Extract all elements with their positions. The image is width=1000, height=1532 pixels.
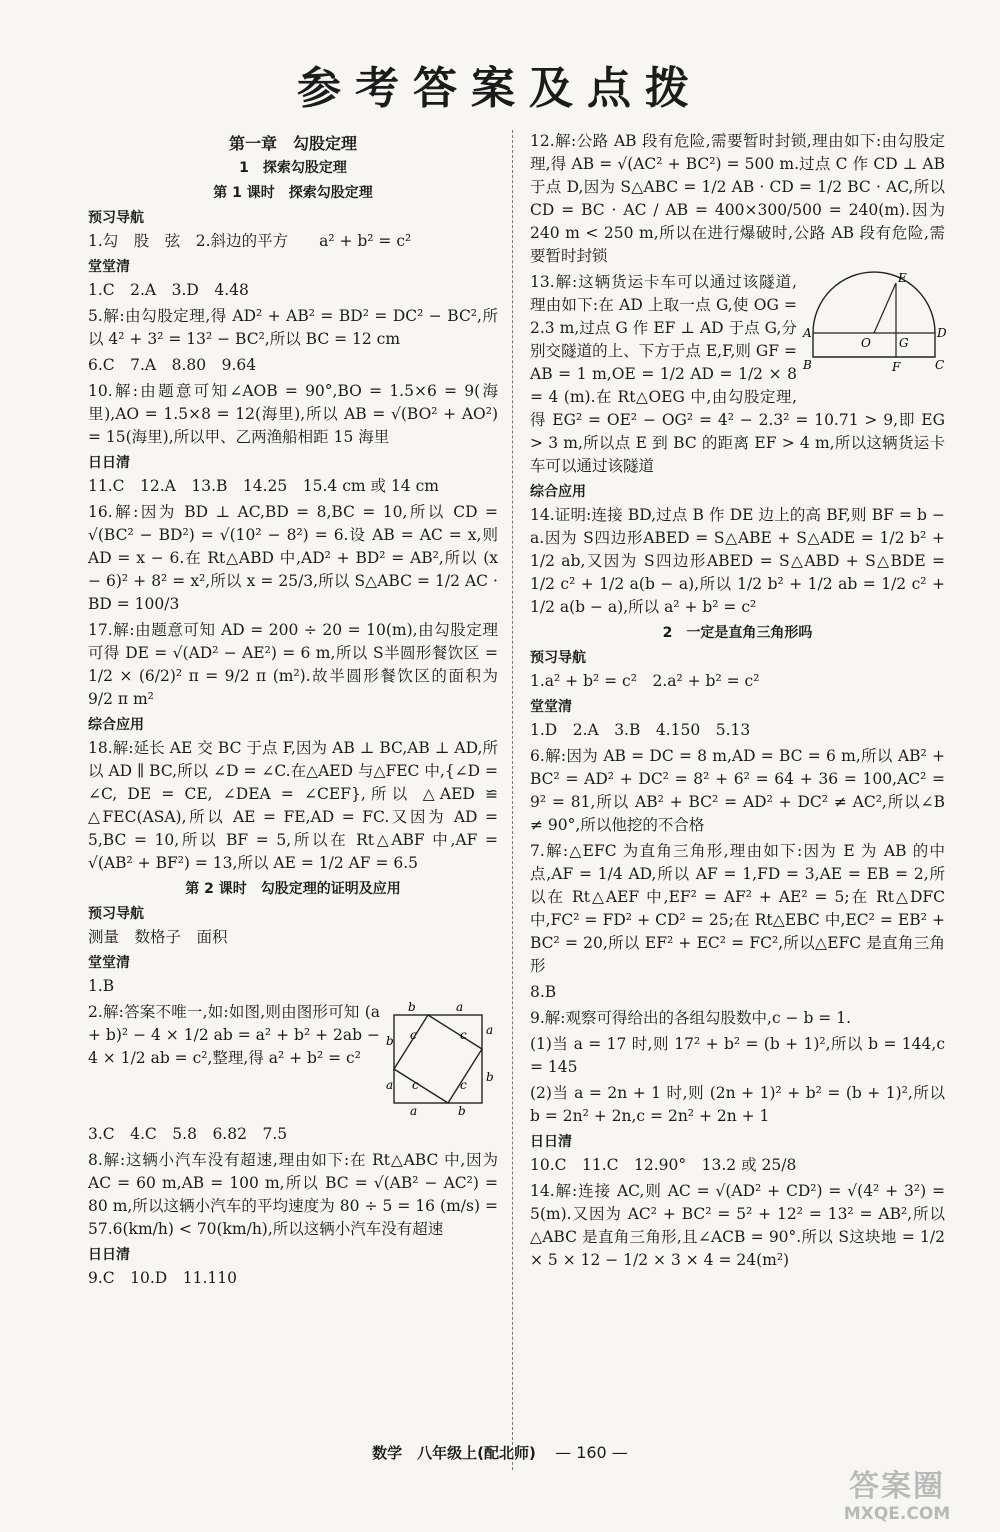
left-column xyxy=(88,130,498,1293)
section-label: 预习导航 xyxy=(530,650,586,666)
right-column xyxy=(530,130,945,1275)
lesson-heading: 第 1 课时 探索勾股定理 xyxy=(213,185,373,201)
answer-paragraph: 5.解:由勾股定理,得 AD² + AB² = BD² = DC² − BC²,所以 4² + 3² = 13² − BC²,所以 BC = 12 cm xyxy=(88,307,498,348)
answer-line: 9.C 10.D 11.110 xyxy=(88,1269,237,1287)
answer-paragraph: 13.解:这辆货运卡车可以通过该隧道,理由如下:在 AD 上取一点 G,使 OG = 2.3 m,过点 G 作 EF ⊥ AD 于点 G,分别交隧道的上、下方于点 E,F,则 GF = AB = 1 m,OE = 1/2 AD = 1/2 × 8 = 4 (m).在 Rt△OEG 中,由勾股定理,得 EG² = OE² − OG² = 4² − 2.3² = 10.71 > 9,即 EG > 3 m,所以点 E 到 BC 的距离 EF > 4 m,所以这辆货运卡车可以通过该隧道 xyxy=(530,273,945,475)
answer-line: 1.a² + b² = c² 2.a² + b² = c² xyxy=(530,672,760,690)
section-label: 预习导航 xyxy=(88,906,144,922)
answer-paragraph: 12.解:公路 AB 段有危险,需要暂时封锁,理由如下:由勾股定理,得 AB = √(AC² + BC²) = 500 m.过点 C 作 CD ⊥ AB 于点 D,因为 S△ABC = 1/2 AB · CD = 1/2 BC · AC,所以 CD = BC · AC / AB = 400×300/500 = 240(m).因为 240 m < 250 m,所以在进行爆破时,公路 AB 段有危险,需要暂时封锁 xyxy=(530,132,945,265)
section-label: 堂堂清 xyxy=(88,955,130,971)
answer-line: 11.C 12.A 13.B 14.25 15.4 cm 或 14 cm xyxy=(88,477,439,495)
figure-label: B xyxy=(803,358,812,372)
tunnel-figure xyxy=(803,271,945,383)
square-proof-figure xyxy=(386,1001,498,1119)
answer-line: 6.C 7.A 8.80 9.64 xyxy=(88,356,257,374)
answer-paragraph: 10.解:由题意可知∠AOB = 90°,BO = 1.5×6 = 9(海里),AO = 1.5×8 = 12(海里),所以 AB = √(BO² + AO²) = 15(海里),所以甲、乙两渔船相距 15 海里 xyxy=(88,382,498,446)
answer-paragraph: 7.解:△EFC 为直角三角形,理由如下:因为 E 为 AB 的中点,AF = 1/4 AD,所以 AF = 1,FD = 3,AE = EB = 2,所以在 Rt△AEF 中,EF² = AF² + AE² = 5;在 Rt△DFC 中,FC² = FD² + CD² = 25;在 Rt△EBC 中,EC² = EB² + BC² = 20,所以 EF² + EC² = FC²,所以△EFC 是直角三角形 xyxy=(530,842,945,975)
answer-paragraph: 6.解:因为 AB = DC = 8 m,AD = BC = 6 m,所以 AB² + BC² = AD² + DC² = 8² + 6² = 64 + 36 = 100,AC² = 9² = 81,所以 AB² + BC² = AD² + DC² ≠ AC²,所以∠B ≠ 90°,所以他挖的不合格 xyxy=(530,747,945,834)
figure-label: c xyxy=(412,1078,419,1092)
answer-line: 1.勾 股 弦 2.斜边的平方 a² + b² = c² xyxy=(88,232,412,250)
answer-paragraph: 2.解:答案不唯一,如:如图,则由图形可知 (a + b)² − 4 × 1/2 ab = a² + b² + 2ab − 4 × 1/2 ab = c²,整理,得 a² + b² = c² xyxy=(88,1003,380,1067)
lesson-heading: 第 2 课时 勾股定理的证明及应用 xyxy=(185,881,401,897)
page-title: 参考答案及点拨 xyxy=(297,63,703,114)
answer-line: 8.B xyxy=(530,983,557,1001)
section-label: 综合应用 xyxy=(530,484,586,500)
answer-line: 1.B xyxy=(88,977,115,995)
chapter-heading: 第一章 勾股定理 xyxy=(228,134,357,153)
answer-paragraph: 14.证明:连接 BD,过点 B 作 DE 边上的高 BF,则 BF = b − a.因为 S四边形ABED = S△ABE + S△ADE = 1/2 b² + 1/2 ab,又因为 S四边形ABED = S△ABD + S△BDE = 1/2 c² + 1/2 a(b − a),所以 1/2 b² + 1/2 ab = 1/2 c² + 1/2 a(b − a),所以 a² + b² = c² xyxy=(530,506,945,616)
answer-line: 1.D 2.A 3.B 4.150 5.13 xyxy=(530,721,751,739)
answer-paragraph: 18.解:延长 AE 交 BC 于点 F,因为 AB ⊥ BC,AB ⊥ AD,所以 AD ∥ BC,所以 ∠D = ∠C.在△AED 与△FEC 中,{∠D = ∠C, DE = CE, ∠DEA = ∠CEF},所以 △AED ≌ △FEC(ASA),所以 AE = FE,AD = FC.又因为 AD = 5,BC = 10,所以 BF = 5,所以在 Rt△ABF 中,AF = √(AB² + BF²) = 13,所以 AE = 1/2 AF = 6.5 xyxy=(88,739,498,872)
footer-subject: 数学 八年级上(配北师) xyxy=(372,1444,536,1462)
section-heading: 1 探索勾股定理 xyxy=(239,160,347,176)
figure-label: O xyxy=(861,336,871,350)
figure-label: c xyxy=(460,1028,467,1042)
watermark-text: 答案圈 xyxy=(849,1469,945,1504)
figure-label: b xyxy=(408,1000,416,1014)
answer-paragraph: 17.解:由题意可知 AD = 200 ÷ 20 = 10(m),由勾股定理可得 DE = √(AD² − AE²) = 6 m,所以 S半圆形餐饮区 = 1/2 × (6/2)² π = 9/2 π (m²).故半圆形餐饮区的面积为 9/2 π m² xyxy=(88,621,498,708)
section-label: 日日清 xyxy=(530,1134,572,1150)
figure-label: A xyxy=(803,326,812,340)
figure-label: c xyxy=(410,1028,417,1042)
section-label: 日日清 xyxy=(88,455,130,471)
figure-label: c xyxy=(460,1078,467,1092)
answer-paragraph: 14.解:连接 AC,则 AC = √(AD² + CD²) = √(4² + 3²) = 5(m).又因为 AC² + BC² = 5² + 12² = 13² = AB²,所以△ABC 是直角三角形,且∠ACB = 90°.所以 S这块地 = 1/2 × 5 × 12 − 1/2 × 3 × 4 = 24(m²) xyxy=(530,1182,945,1269)
figure-label: a xyxy=(486,1023,494,1037)
watermark-url: MXQE.COM xyxy=(843,1504,951,1524)
figure-label: b xyxy=(486,1070,494,1084)
page-footer xyxy=(0,1442,1000,1463)
figure-label: F xyxy=(892,360,901,374)
answer-paragraph: 16.解:因为 BD ⊥ AC,BD = 8,BC = 10,所以 CD = √(BC² − BD²) = √(10² − 8²) = 6.设 AB = AC = x,则 AD = x − 6.在 Rt△ABD 中,AD² + BD² = AB²,所以 (x − 6)² + 8² = x²,所以 x = 25/3,所以 S△ABC = 1/2 AC · BD = 100/3 xyxy=(88,503,498,613)
section-label: 堂堂清 xyxy=(530,699,572,715)
figure-label: b xyxy=(458,1104,466,1118)
column-divider xyxy=(512,130,514,1470)
page-number: — 160 — xyxy=(555,1443,628,1462)
answer-paragraph: (1)当 a = 17 时,则 17² + b² = (b + 1)²,所以 b = 144,c = 145 xyxy=(530,1035,945,1076)
figure-label: G xyxy=(899,336,909,350)
answer-line: 3.C 4.C 5.8 6.82 7.5 xyxy=(88,1125,288,1143)
figure-label: a xyxy=(456,1000,464,1014)
figure-label: b xyxy=(386,1034,394,1048)
section-label: 日日清 xyxy=(88,1247,130,1263)
section-label: 综合应用 xyxy=(88,717,144,733)
figure-label: a xyxy=(410,1104,418,1118)
figure-label: D xyxy=(937,326,947,340)
answer-line: 测量 数格子 面积 xyxy=(88,928,228,946)
watermark-logo xyxy=(812,1470,982,1528)
answer-line: 1.C 2.A 3.D 4.48 xyxy=(88,281,249,299)
section-heading: 2 一定是直角三角形吗 xyxy=(662,625,813,641)
section-label: 预习导航 xyxy=(88,210,144,226)
answer-line: 10.C 11.C 12.90° 13.2 或 25/8 xyxy=(530,1156,797,1174)
figure-label: C xyxy=(935,358,945,372)
figure-label: E xyxy=(898,271,907,285)
answer-paragraph: 8.解:这辆小汽车没有超速,理由如下:在 Rt△ABC 中,因为 AC = 60 m,AB = 100 m,所以 BC = √(AB² − AC²) = 80 m,所以这辆小汽车的平均速度为 80 ÷ 5 = 16 (m/s) = 57.6(km/h) < 70(km/h),所以这辆小汽车没有超速 xyxy=(88,1151,498,1238)
figure-label: a xyxy=(386,1078,394,1092)
answer-paragraph: 9.解:观察可得给出的各组勾股数中,c − b = 1. xyxy=(530,1009,852,1027)
section-label: 堂堂清 xyxy=(88,259,130,275)
answer-paragraph: (2)当 a = 2n + 1 时,则 (2n + 1)² + b² = (b + 1)²,所以 b = 2n² + 2n,c = 2n² + 2n + 1 xyxy=(530,1084,945,1125)
